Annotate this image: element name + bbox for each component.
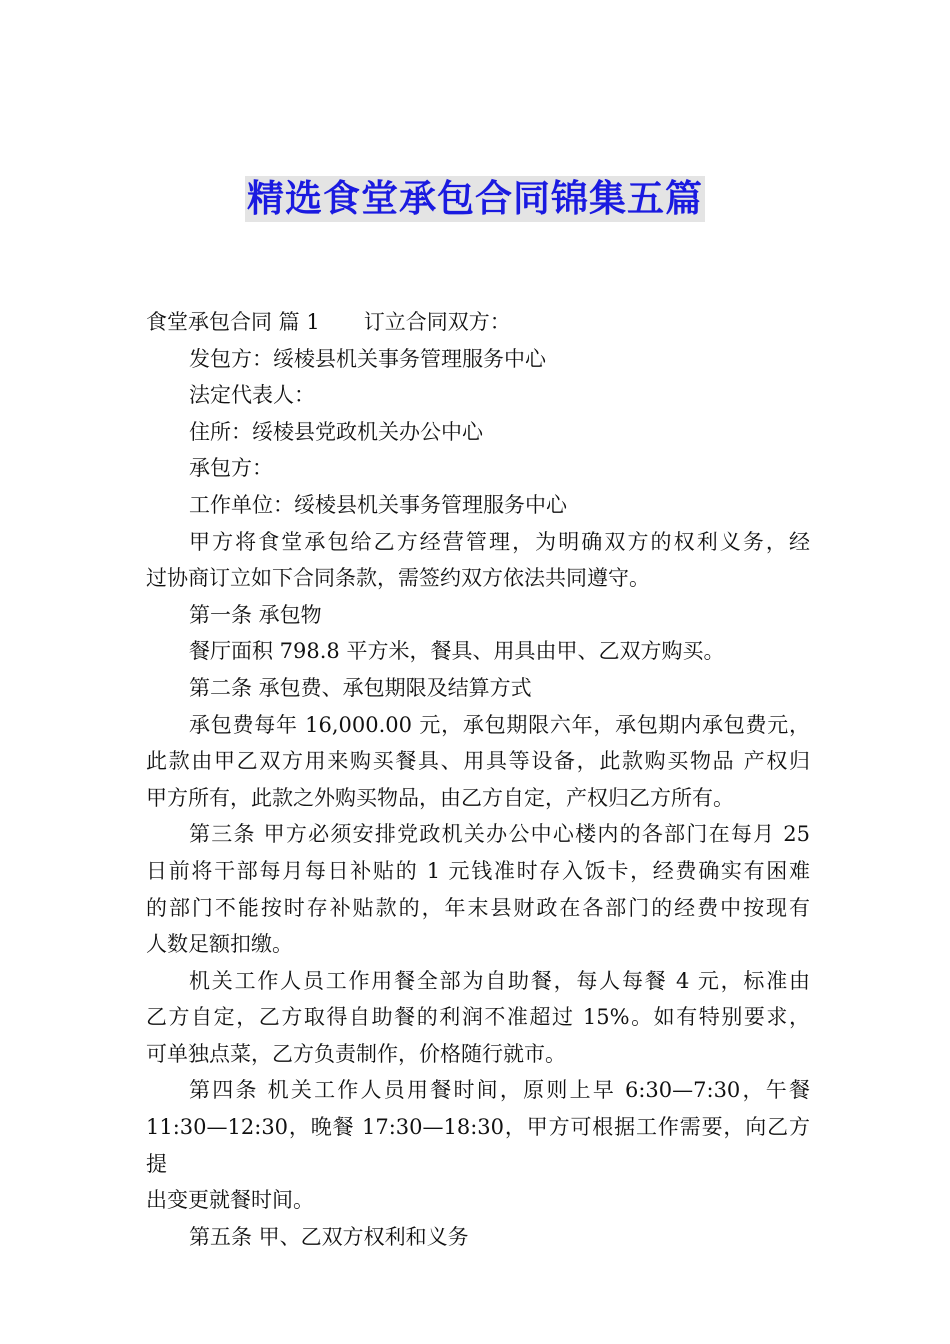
paragraph-line: 11:30—12:30，晚餐 17:30—18:30，甲方可根据工作需要，向乙方提 <box>146 1115 810 1176</box>
paragraph-line: 发包方：绥棱县机关事务管理服务中心 <box>189 346 546 371</box>
contract-heading-right: 订立合同双方： <box>363 310 511 334</box>
paragraph-line: 的部门不能按时存补贴款的，年末县财政在各部门的经费中按现有 <box>146 895 810 920</box>
paragraph-line: 乙方自定，乙方取得自助餐的利润不准超过 15%。如有特别要求， <box>146 1005 810 1030</box>
paragraph-line: 过协商订立如下合同条款，需签约双方依法共同遵守。 <box>146 566 650 591</box>
contract-heading-left: 食堂承包合同 篇 1 <box>146 310 320 334</box>
clause-heading: 第五条 甲、乙双方权利和义务 <box>189 1224 469 1249</box>
paragraph-line: 法定代表人： <box>189 383 315 408</box>
paragraph-line: 甲方将食堂承包给乙方经营管理，为明确双方的权利义务，经 <box>189 529 810 554</box>
paragraph-line: 日前将干部每月每日补贴的 1 元钱准时存入饭卡，经费确实有困难 <box>146 858 810 883</box>
document-body <box>146 304 810 1255</box>
contract-heading <box>146 304 810 341</box>
paragraph-line: 此款由甲乙双方用来购买餐具、用具等设备，此款购买物品 产权归 <box>146 749 810 774</box>
paragraph-line: 第四条 机关工作人员用餐时间，原则上早 6:30—7:30，午餐 <box>189 1078 810 1103</box>
paragraph-line: 出变更就餐时间。 <box>146 1188 314 1213</box>
document-title: 精选食堂承包合同锦集五篇 <box>247 177 703 220</box>
paragraph-line: 住所：绥棱县党政机关办公中心 <box>189 419 483 444</box>
paragraph-line: 承包方： <box>189 456 273 481</box>
paragraph-line: 可单独点菜，乙方负责制作，价格随行就市。 <box>146 1041 566 1066</box>
paragraph-line: 承包费每年 16,000.00 元，承包期限六年，承包期内承包费元， <box>189 712 810 737</box>
clause-heading: 第二条 承包费、承包期限及结算方式 <box>189 675 532 700</box>
paragraph-line: 餐厅面积 798.8 平方米，餐具、用具由甲、乙双方购买。 <box>189 639 725 664</box>
clause-heading: 第一条 承包物 <box>189 602 322 627</box>
paragraph-line: 人数足额扣缴。 <box>146 932 293 957</box>
paragraph-line: 第三条 甲方必须安排党政机关办公中心楼内的各部门在每月 25 <box>189 822 810 847</box>
paragraph-line: 甲方所有，此款之外购买物品，由乙方自定，产权归乙方所有。 <box>146 785 734 810</box>
paragraph-line: 工作单位：绥棱县机关事务管理服务中心 <box>189 492 567 517</box>
paragraph-line: 机关工作人员工作用餐全部为自助餐，每人每餐 4 元，标准由 <box>189 968 810 993</box>
title-container <box>0 176 950 222</box>
